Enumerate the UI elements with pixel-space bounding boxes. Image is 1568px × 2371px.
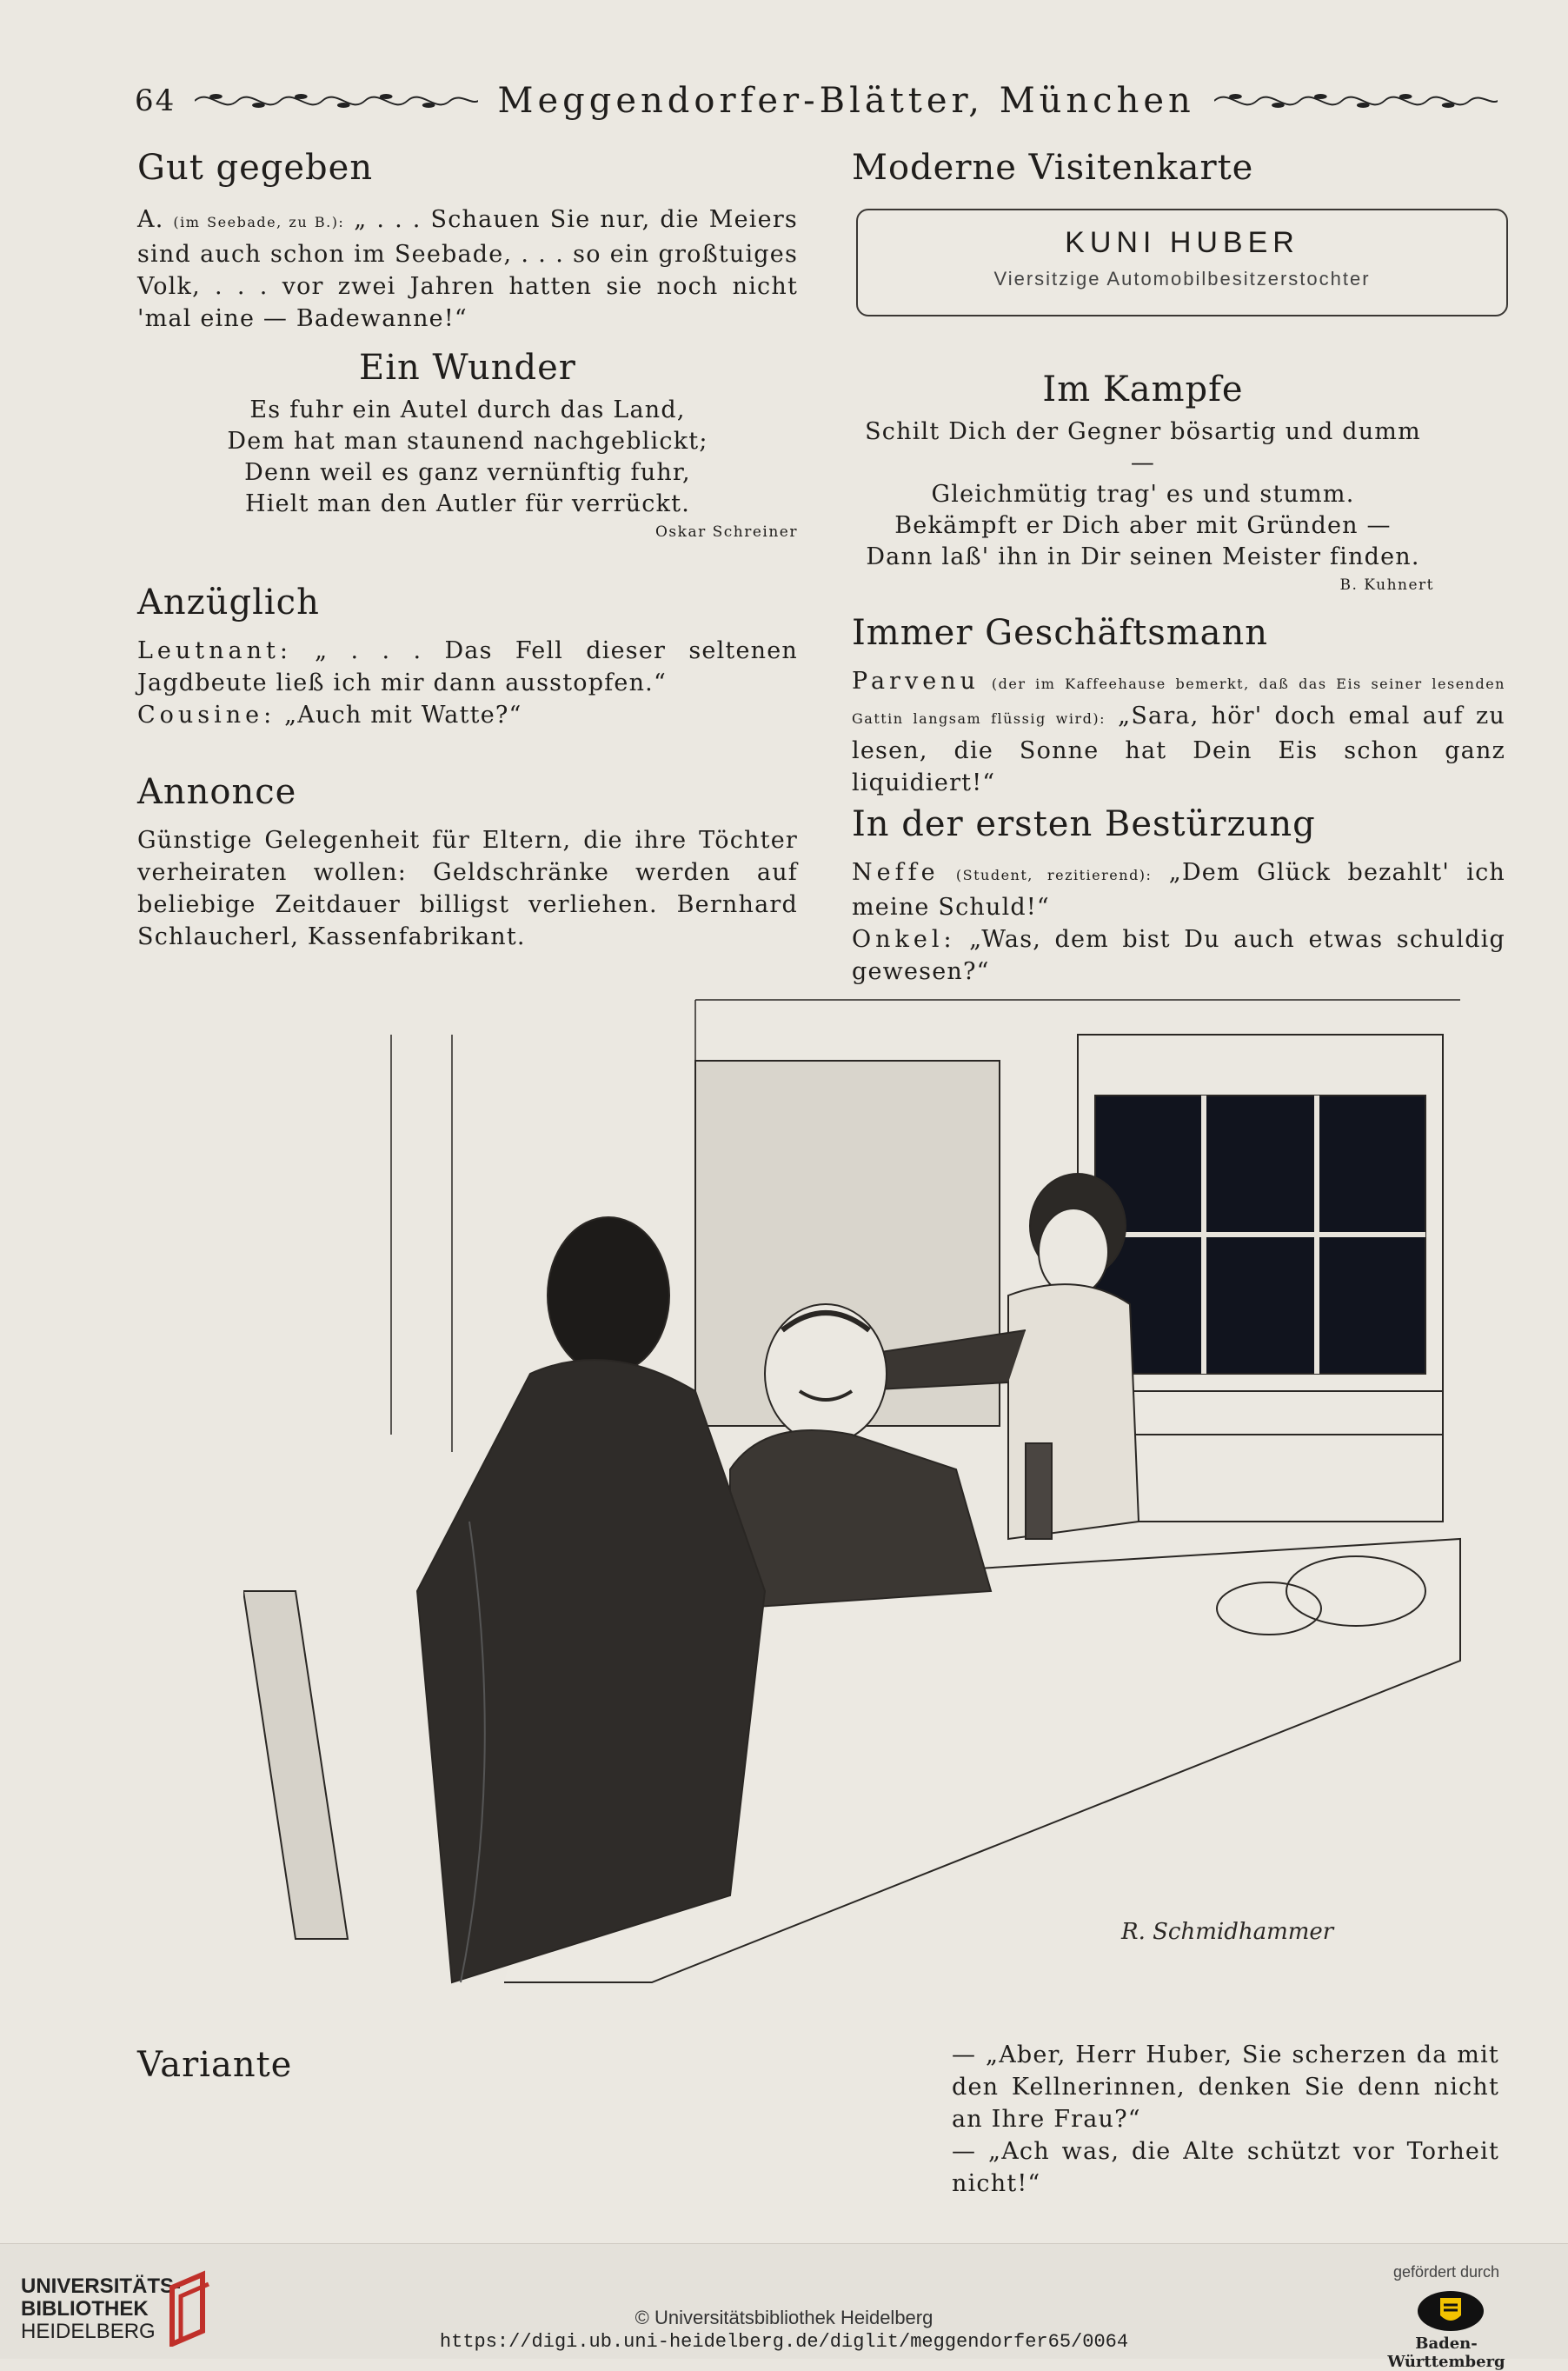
poem-line: Dem hat man staunend nachgeblickt; xyxy=(227,428,708,455)
text-bestuerzung xyxy=(852,856,1505,988)
section-gut-gegeben xyxy=(137,148,798,335)
copyright-text: © Universitätsbibliothek Heidelberg xyxy=(635,2307,933,2328)
speaker-leutnant: Leutnant: xyxy=(137,637,292,664)
card-name: KUNI HUBER xyxy=(1065,226,1299,259)
text-gut-gegeben xyxy=(137,203,798,335)
poem-line: Hielt man den Autler für verrückt. xyxy=(245,490,690,517)
stage-note: (Student, rezitierend): xyxy=(955,867,1153,883)
heading-visitenkarte: Moderne Visitenkarte xyxy=(852,148,1254,188)
poem-line: Gleichmütig trag' es und stumm. xyxy=(931,481,1355,508)
heading-annonce: Annonce xyxy=(137,772,297,812)
section-annonce xyxy=(137,772,798,953)
dialogue: „Sara, hör' doch emal auf zu lesen, die Sonne hat Dein Eis schon ganz liquidiert!“ xyxy=(852,703,1505,796)
poem-line: Bekämpft er Dich aber mit Gründen — xyxy=(894,512,1392,539)
speaker-neffe: Neffe xyxy=(852,859,940,886)
card-subtitle: Viersitzige Automobilbesitzerstochter xyxy=(993,268,1371,290)
heading-im-kampfe: Im Kampfe xyxy=(1042,370,1244,410)
illustration-signature: R. Schmidhammer xyxy=(1121,1919,1334,1945)
dialogue: „Auch mit Watte?“ xyxy=(284,702,522,729)
text-anzueglich xyxy=(137,635,798,731)
library-line: BIBLIOTHEK xyxy=(21,2297,149,2321)
illustration-tavern-scene xyxy=(243,982,1530,2026)
poem-ein-wunder xyxy=(137,395,798,520)
dialogue: „Dem Glück bezahlt' ich meine Schuld!“ xyxy=(852,859,1505,921)
speaker-parvenu: Parvenu xyxy=(852,668,980,695)
section-variante xyxy=(137,2045,485,2085)
ornament-right xyxy=(1214,88,1498,114)
baden-wuerttemberg-logo-icon[interactable] xyxy=(1416,2289,1485,2333)
poem-line: Es fuhr ein Autel durch das Land, xyxy=(249,396,686,423)
author-schreiner: Oskar Schreiner xyxy=(654,523,798,541)
poem-line: Denn weil es ganz vernünftig fuhr, xyxy=(244,459,691,486)
ornament-left xyxy=(195,88,478,114)
visiting-card xyxy=(856,209,1508,316)
permalink[interactable]: https://digi.ub.uni-heidelberg.de/diglit/meggendorfer65/0064 xyxy=(439,2331,1129,2353)
digitization-footer xyxy=(0,2243,1568,2371)
text-geschaeftsmann xyxy=(852,665,1505,799)
library-line: HEIDELBERG xyxy=(21,2320,156,2343)
heading-gut-gegeben: Gut gegeben xyxy=(137,148,374,188)
sponsor-name: Baden-Württemberg xyxy=(1387,2334,1505,2371)
library-line: UNIVERSITÄTS- xyxy=(21,2274,182,2298)
poem-line: Dann laß' ihn in Dir seinen Meister finden. xyxy=(866,543,1420,570)
speaker-cousine: Cousine: xyxy=(137,702,276,729)
caption-line-2: — „Ach was, die Alte schützt vor Torheit nicht!“ xyxy=(952,2138,1499,2197)
section-anzueglich xyxy=(137,583,798,731)
page-number: 64 xyxy=(135,83,176,118)
stage-note: (im Seebade, zu B.): xyxy=(173,214,345,230)
dialogue: „ . . . Das Fell dieser seltenen Jagdbeute ließ ich mir dann ausstopfen.“ xyxy=(137,637,798,696)
section-geschaeftsmann xyxy=(852,613,1505,799)
heading-variante: Variante xyxy=(137,2045,293,2085)
section-bestuerzung xyxy=(852,804,1505,988)
speaker-onkel: Onkel: xyxy=(852,926,956,953)
heading-anzueglich: Anzüglich xyxy=(137,583,320,623)
heading-bestuerzung: In der ersten Bestürzung xyxy=(852,804,1316,844)
poem-im-kampfe xyxy=(852,416,1434,573)
text-annonce: Günstige Gelegenheit für Eltern, die ihre Töchter verheiraten wollen: Geldschränke werden auf beliebige Zeitdauer billigst verliehen. Bernhard Schlaucherl, Kassenfabrikant. xyxy=(137,827,798,950)
poem-line: Schilt Dich der Gegner bösartig und dumm — xyxy=(865,418,1421,476)
author-kuhnert: B. Kuhnert xyxy=(1339,576,1434,594)
heading-geschaeftsmann: Immer Geschäftsmann xyxy=(852,613,1269,653)
illustration-caption xyxy=(952,2039,1499,2200)
dialogue: „ . . . Schauen Sie nur, die Meiers sind auch schon im Seebade, . . . so ein großtuiges Volk, . . . vor zwei Jahren hatten sie noch nicht 'mal eine — Badewanne!“ xyxy=(137,206,798,332)
page-header xyxy=(135,77,1517,125)
section-im-kampfe xyxy=(852,370,1434,594)
speaker-a: A. xyxy=(137,206,164,233)
sponsor-label: gefördert durch xyxy=(1392,2263,1500,2281)
journal-title: Meggendorfer-Blätter, München xyxy=(497,81,1195,121)
stage-note: (der im Kaffeehause bemerkt, daß das Eis seiner lesenden Gattin langsam flüssig wird): xyxy=(852,676,1505,727)
section-visitenkarte xyxy=(852,148,1512,188)
caption-line-1: — „Aber, Herr Huber, Sie scherzen da mit den Kellnerinnen, denken Sie denn nicht an Ihre Frau?“ xyxy=(952,2041,1499,2133)
dialogue: „Was, dem bist Du auch etwas schuldig gewesen?“ xyxy=(852,926,1505,985)
section-ein-wunder xyxy=(137,348,798,541)
heading-ein-wunder: Ein Wunder xyxy=(359,348,576,388)
